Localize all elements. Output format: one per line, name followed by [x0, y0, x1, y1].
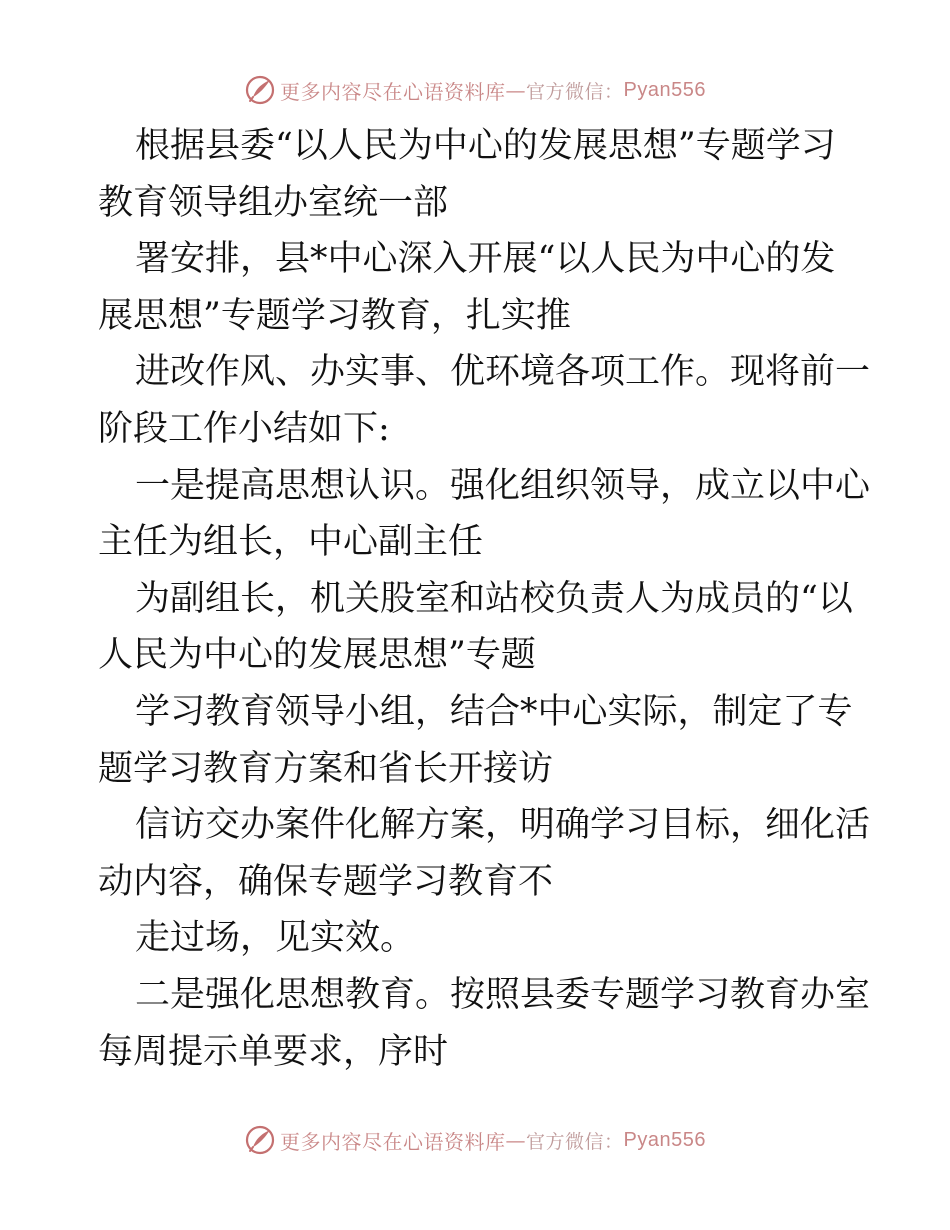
watermark-side-text: 官方微信：	[526, 1130, 624, 1153]
paragraph-first-line: 学习教育领导小组，结合*中心实际，制定了专	[135, 691, 853, 732]
paragraph-continuation: 题学习教育方案和省长开接访	[98, 748, 554, 789]
paragraph	[98, 231, 858, 344]
quill-logo-icon	[244, 74, 276, 106]
watermark-dash: —	[505, 78, 526, 102]
paragraph-continuation: 教育领导组办室统一部	[98, 182, 449, 223]
document-body	[98, 118, 871, 1080]
paragraph-continuation: 展思想”专题学习教育，扎实推	[98, 295, 571, 336]
paragraph-first-line: 根据县委“以人民为中心的发展思想”专题学习	[135, 126, 836, 166]
paragraph	[98, 571, 858, 684]
footer-watermark	[0, 1122, 950, 1158]
paragraph-continuation: 人民为中心的发展思想”专题	[98, 635, 536, 676]
watermark-main-text: 更多内容尽在心语资料库	[280, 79, 506, 104]
paragraph	[98, 118, 858, 231]
paragraph-first-line: 二是强化思想教育。按照县委专题学习教育办室	[135, 974, 871, 1015]
paragraph-continuation: 动内容，确保专题学习教育不	[98, 861, 554, 902]
watermark-dash: —	[505, 1128, 526, 1152]
paragraph	[98, 344, 871, 457]
watermark-main-text: 更多内容尽在心语资料库	[280, 1129, 506, 1154]
header-watermark	[0, 72, 950, 108]
paragraph-first-line: 一是提高思想认识。强化组织领导，成立以中心	[135, 465, 871, 506]
paragraph	[98, 910, 858, 967]
watermark-id: Pyan556	[623, 78, 706, 101]
quill-logo-icon	[244, 1124, 276, 1156]
paragraph-first-line: 为副组长，机关股室和站校负责人为成员的“以	[135, 578, 853, 619]
watermark-side-text: 官方微信：	[526, 80, 624, 103]
paragraph	[98, 458, 871, 571]
paragraph	[98, 967, 871, 1080]
paragraph-first-line: 署安排，县*中心深入开展“以人民为中心的发	[135, 239, 836, 280]
paragraph-continuation: 阶段工作小结如下:	[98, 408, 390, 449]
paragraph-first-line: 走过场，见实效。	[135, 918, 416, 959]
paragraph-continuation: 每周提示单要求，序时	[98, 1031, 449, 1072]
watermark-id: Pyan556	[623, 1128, 706, 1151]
paragraph	[98, 684, 858, 797]
paragraph-continuation: 主任为组长，中心副主任	[98, 522, 484, 563]
paragraph	[98, 797, 871, 910]
paragraph-first-line: 信访交办案件化解方案，明确学习目标，细化活	[135, 805, 871, 846]
paragraph-first-line: 进改作风、办实事、优环境各项工作。现将前一	[135, 352, 871, 393]
